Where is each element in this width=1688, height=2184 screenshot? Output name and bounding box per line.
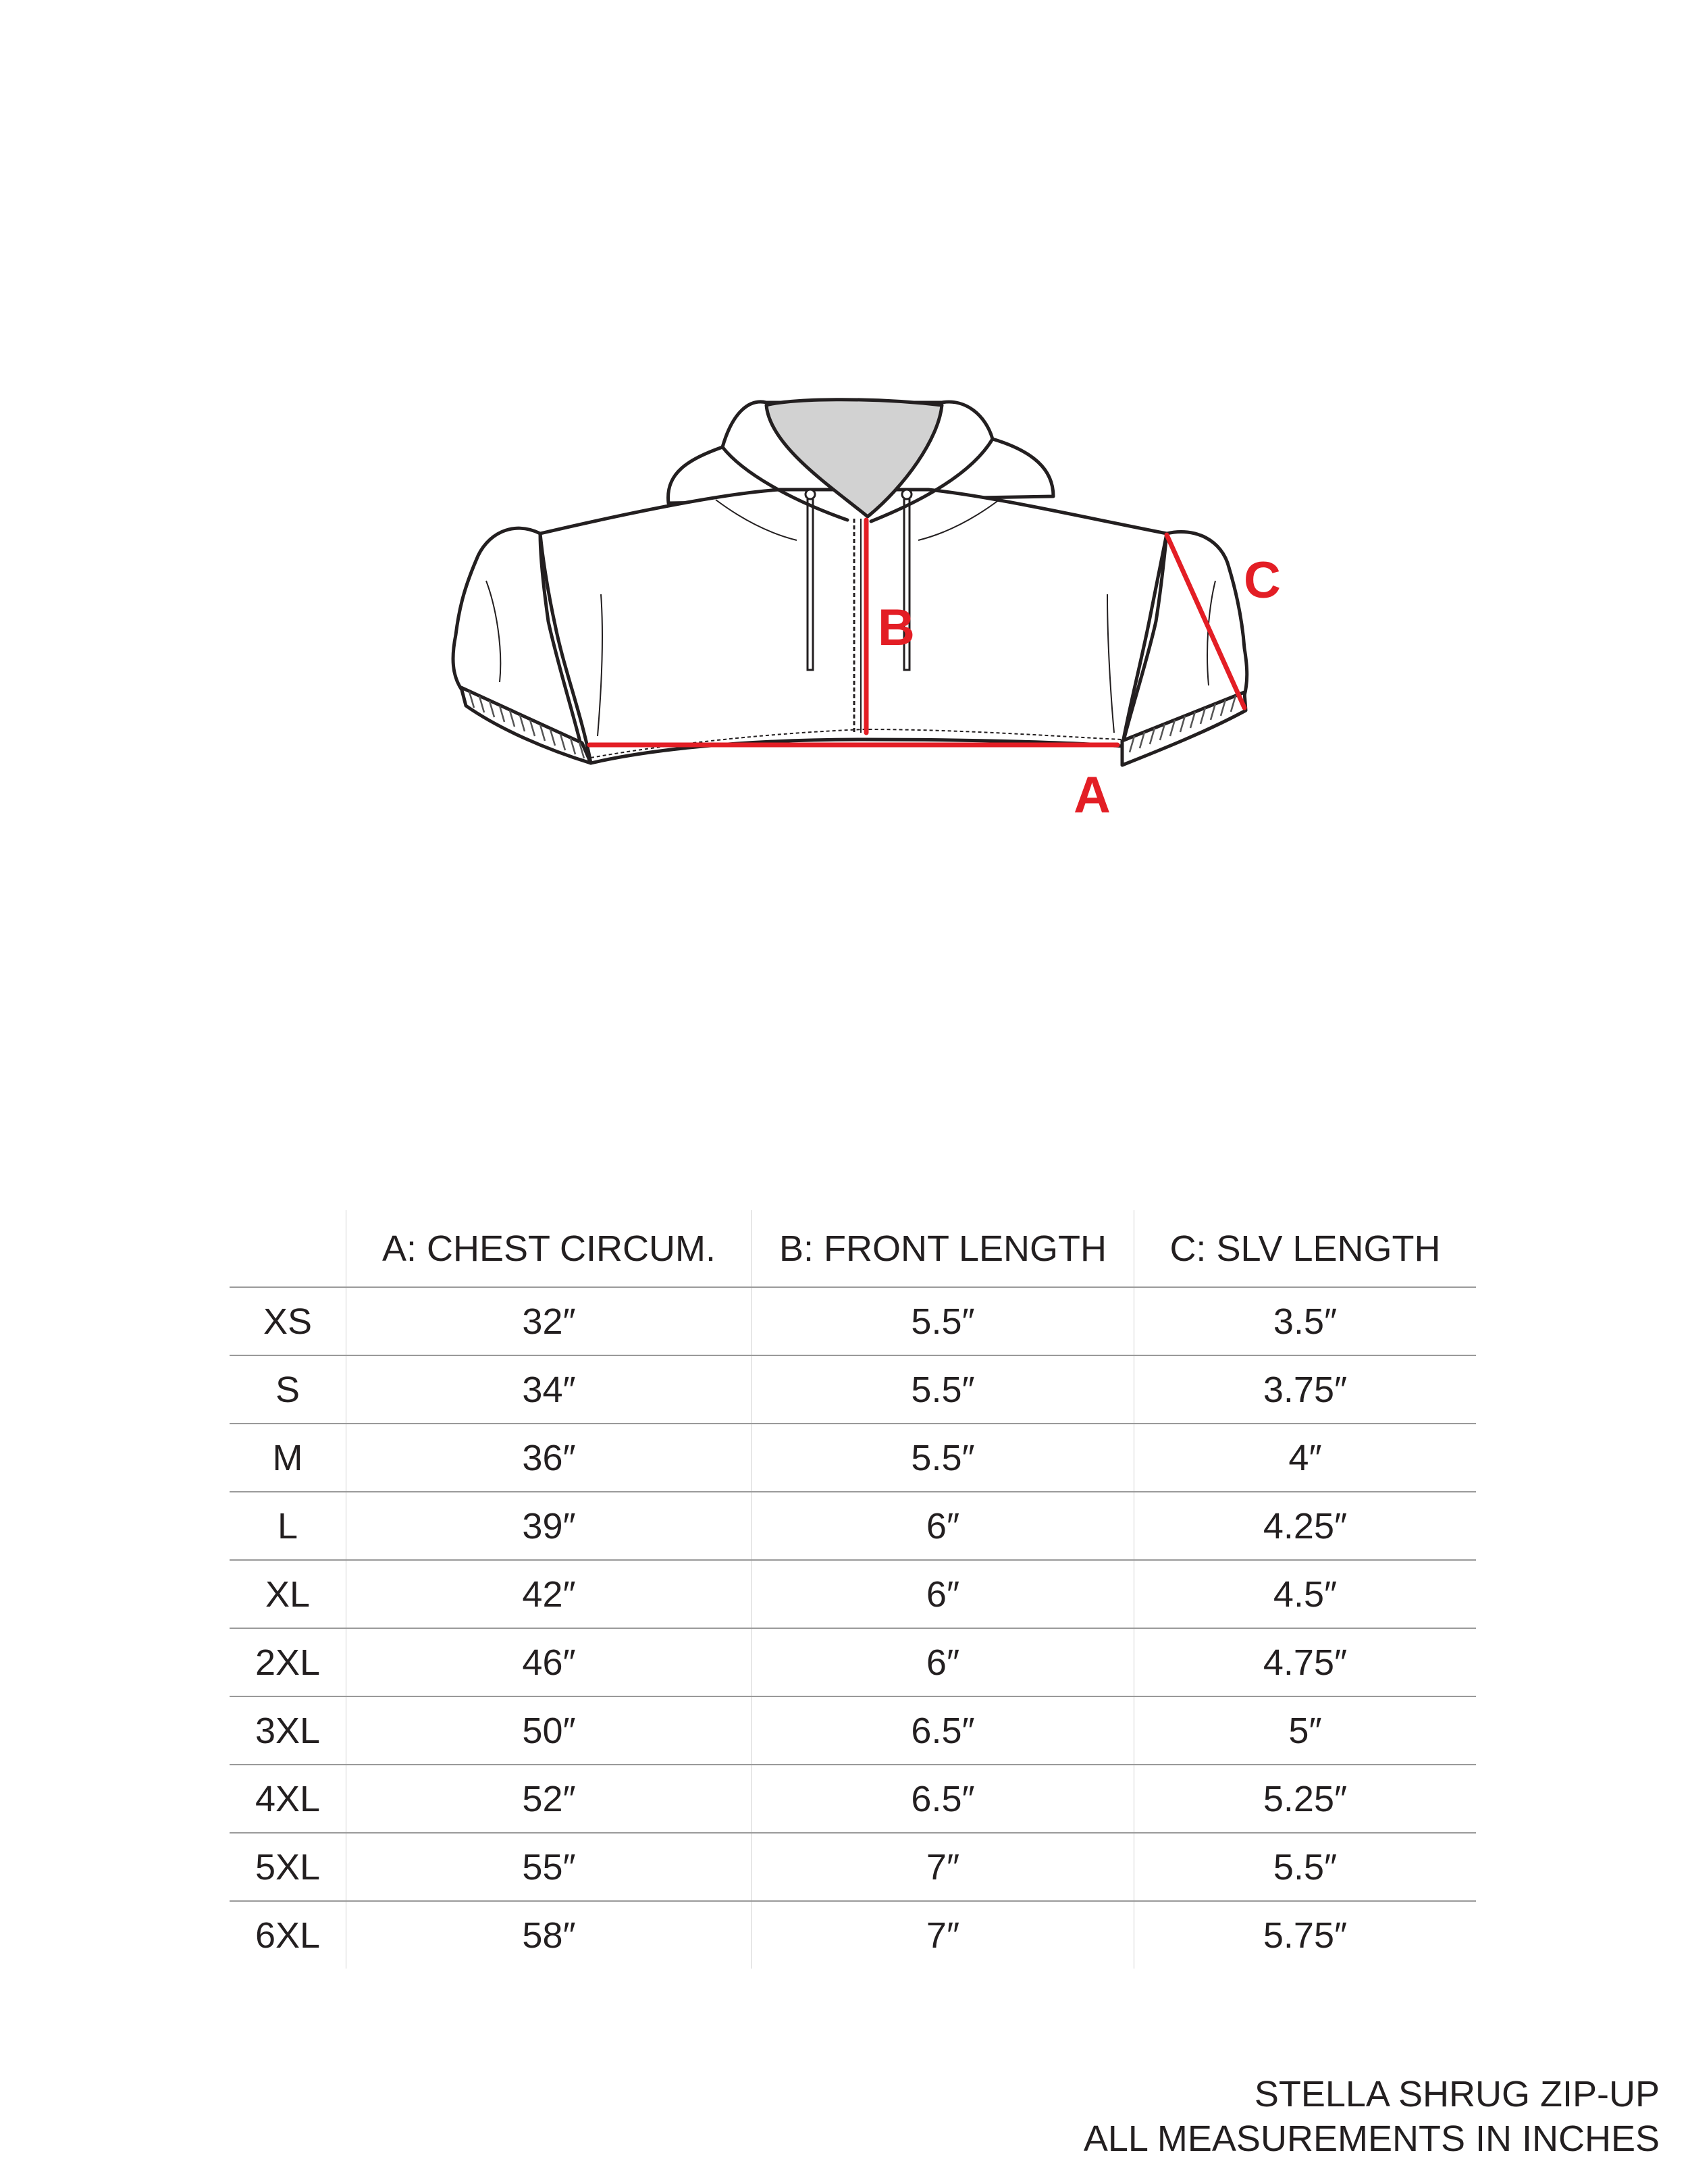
table-row xyxy=(230,1901,1476,1969)
sleeve-length-cell: 4.25″ xyxy=(1134,1492,1477,1560)
table-row xyxy=(230,1696,1476,1765)
size-cell: M xyxy=(230,1424,346,1492)
sleeve-length-cell: 3.75″ xyxy=(1134,1355,1477,1424)
size-cell: 2XL xyxy=(230,1628,346,1696)
chest-cell: 46″ xyxy=(346,1628,752,1696)
size-cell: L xyxy=(230,1492,346,1560)
sleeve-length-cell: 5.75″ xyxy=(1134,1901,1477,1969)
footer-caption xyxy=(1084,2072,1660,2161)
table-row xyxy=(230,1424,1476,1492)
front-length-cell: 7″ xyxy=(752,1901,1134,1969)
label-c: C xyxy=(1244,552,1281,609)
table-row xyxy=(230,1765,1476,1833)
label-a: A xyxy=(1074,766,1111,824)
header-size xyxy=(230,1210,346,1287)
sleeve-length-cell: 3.5″ xyxy=(1134,1287,1477,1355)
front-length-cell: 6″ xyxy=(752,1492,1134,1560)
size-cell: 5XL xyxy=(230,1833,346,1901)
product-name: STELLA SHRUG ZIP-UP xyxy=(1254,2074,1660,2114)
front-length-cell: 6.5″ xyxy=(752,1696,1134,1765)
sleeve-length-cell: 5.5″ xyxy=(1134,1833,1477,1901)
header-sleeve-length: C: SLV LENGTH xyxy=(1134,1210,1477,1287)
size-cell: XL xyxy=(230,1560,346,1628)
sleeve-length-cell: 5″ xyxy=(1134,1696,1477,1765)
table-row xyxy=(230,1492,1476,1560)
chest-cell: 32″ xyxy=(346,1287,752,1355)
sleeve-length-cell: 4.5″ xyxy=(1134,1560,1477,1628)
front-length-cell: 5.5″ xyxy=(752,1355,1134,1424)
size-cell: 3XL xyxy=(230,1696,346,1765)
header-chest: A: CHEST CIRCUM. xyxy=(346,1210,752,1287)
chest-cell: 58″ xyxy=(346,1901,752,1969)
sleeve-length-cell: 4″ xyxy=(1134,1424,1477,1492)
label-b: B xyxy=(878,599,915,656)
chest-cell: 55″ xyxy=(346,1833,752,1901)
chest-cell: 50″ xyxy=(346,1696,752,1765)
size-chart-table xyxy=(230,1210,1476,1969)
table-row xyxy=(230,1628,1476,1696)
table-row xyxy=(230,1560,1476,1628)
chest-cell: 39″ xyxy=(346,1492,752,1560)
chest-cell: 34″ xyxy=(346,1355,752,1424)
front-length-cell: 6″ xyxy=(752,1560,1134,1628)
size-cell: S xyxy=(230,1355,346,1424)
header-front-length: B: FRONT LENGTH xyxy=(752,1210,1134,1287)
garment-illustration xyxy=(0,0,1688,878)
size-cell: 4XL xyxy=(230,1765,346,1833)
front-length-cell: 5.5″ xyxy=(752,1424,1134,1492)
size-cell: 6XL xyxy=(230,1901,346,1969)
chest-cell: 42″ xyxy=(346,1560,752,1628)
table-row xyxy=(230,1287,1476,1355)
front-length-cell: 7″ xyxy=(752,1833,1134,1901)
chest-cell: 52″ xyxy=(346,1765,752,1833)
size-cell: XS xyxy=(230,1287,346,1355)
front-length-cell: 6″ xyxy=(752,1628,1134,1696)
sleeve-length-cell: 5.25″ xyxy=(1134,1765,1477,1833)
table-row xyxy=(230,1833,1476,1901)
table-row xyxy=(230,1355,1476,1424)
measurement-note: ALL MEASUREMENTS IN INCHES xyxy=(1083,2118,1660,2159)
sleeve-length-cell: 4.75″ xyxy=(1134,1628,1477,1696)
front-length-cell: 6.5″ xyxy=(752,1765,1134,1833)
chest-cell: 36″ xyxy=(346,1424,752,1492)
front-length-cell: 5.5″ xyxy=(752,1287,1134,1355)
table-header-row xyxy=(230,1210,1476,1287)
